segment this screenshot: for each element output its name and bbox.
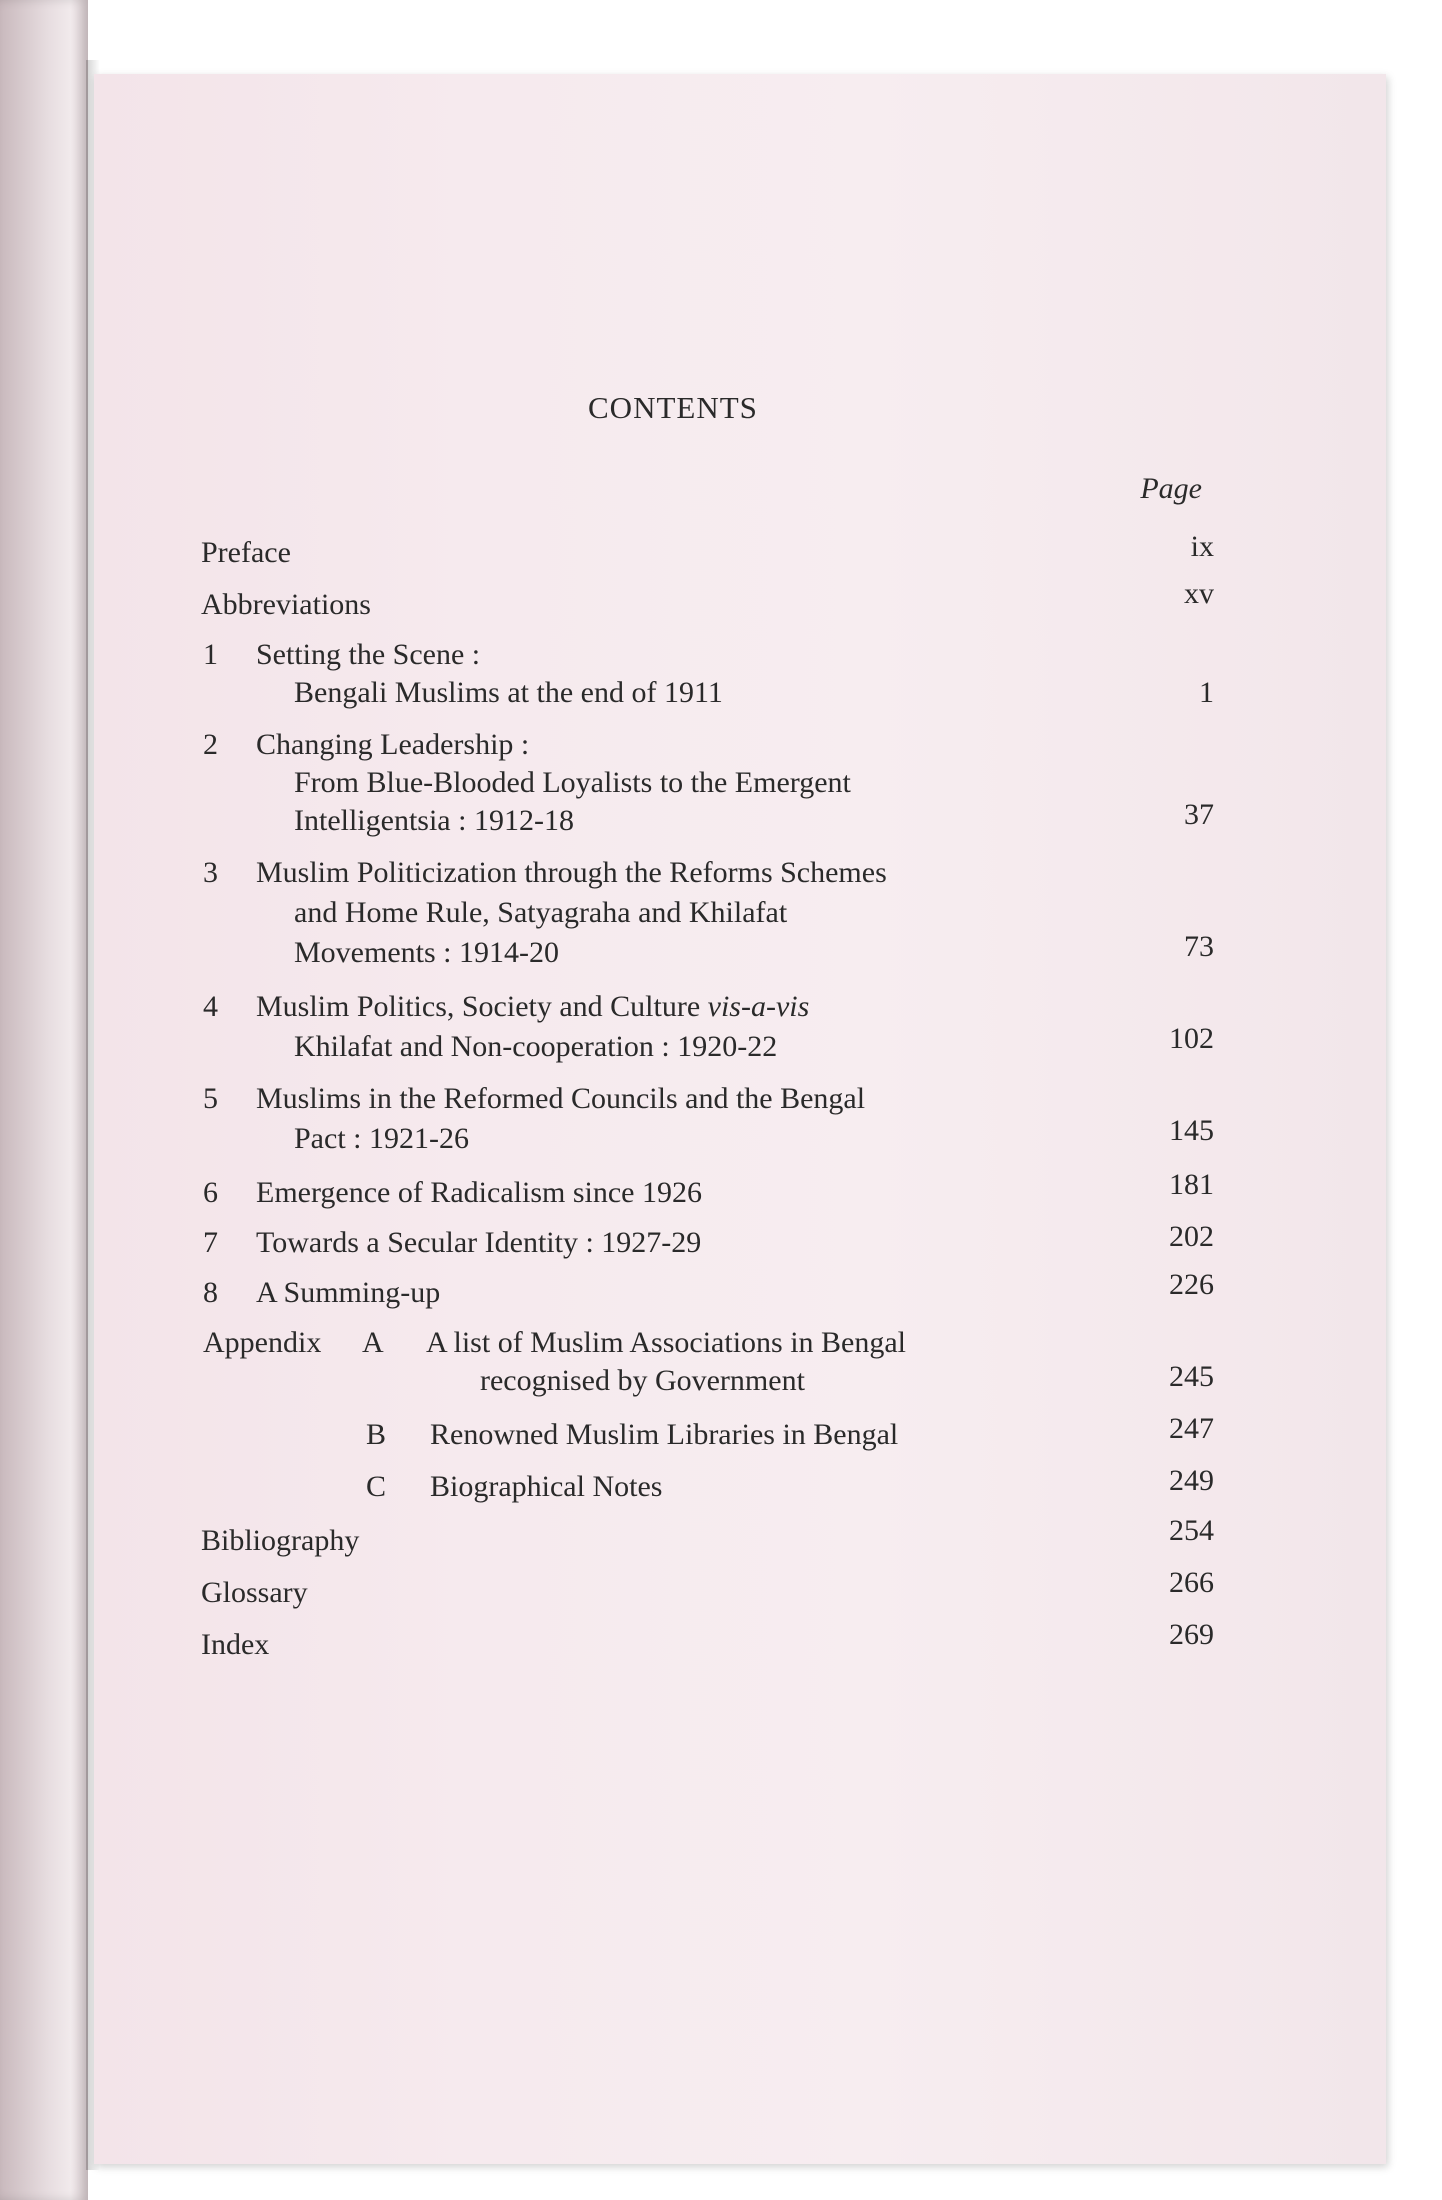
toc-page-abbreviations: xv	[1184, 577, 1214, 610]
chapter-page: 145	[1169, 1114, 1214, 1147]
chapter-title-line: From Blue-Blooded Loyalists to the Emergent	[294, 766, 851, 799]
page-column-label: Page	[1140, 472, 1202, 505]
appendix-title-line: Renowned Muslim Libraries in Bengal	[430, 1418, 899, 1451]
chapter-title-line: and Home Rule, Satyagraha and Khilafat	[294, 896, 788, 929]
chapter-title-line: Setting the Scene :	[256, 638, 481, 671]
toc-page-preface: ix	[1190, 530, 1214, 563]
facing-page-edge	[0, 0, 88, 2200]
appendix-title-line: Biographical Notes	[430, 1470, 663, 1503]
toc-entry-glossary: Glossary	[201, 1576, 308, 1609]
appendix-letter: B	[366, 1418, 387, 1451]
appendix-page: 245	[1169, 1360, 1214, 1393]
chapter-number: 2	[203, 728, 218, 761]
chapter-number: 7	[203, 1226, 218, 1259]
appendix-label: Appendix	[203, 1326, 322, 1359]
toc-page-bibliography: 254	[1169, 1514, 1214, 1547]
chapter-title-line: A Summing-up	[256, 1276, 441, 1309]
chapter-title-line: Towards a Secular Identity : 1927-29	[256, 1226, 702, 1259]
chapter-title-italic: vis-a-vis	[707, 990, 810, 1023]
toc-entry-abbreviations: Abbreviations	[201, 588, 371, 621]
chapter-number: 3	[203, 856, 218, 889]
chapter-title-line: Muslims in the Reformed Councils and the Bengal	[256, 1082, 866, 1115]
chapter-title-line: Intelligentsia : 1912-18	[294, 804, 574, 837]
appendix-title-line: A list of Muslim Associations in Bengal	[426, 1326, 907, 1359]
chapter-title-line: Pact : 1921-26	[294, 1122, 469, 1155]
chapter-page: 181	[1169, 1168, 1214, 1201]
chapter-page: 202	[1169, 1220, 1214, 1253]
chapter-title-line	[256, 992, 809, 1022]
appendix-letter: A	[362, 1326, 384, 1359]
appendix-title-line: recognised by Government	[480, 1364, 805, 1397]
toc-page-glossary: 266	[1169, 1566, 1214, 1599]
chapter-page: 37	[1184, 798, 1214, 831]
chapter-number: 6	[203, 1176, 218, 1209]
chapter-number: 5	[203, 1082, 218, 1115]
chapter-number: 1	[203, 638, 218, 671]
toc-entry-index: Index	[201, 1628, 270, 1661]
chapter-page: 73	[1184, 930, 1214, 963]
chapter-title-line: Khilafat and Non-cooperation : 1920-22	[294, 1030, 778, 1063]
chapter-title-line: Emergence of Radicalism since 1926	[256, 1176, 702, 1209]
chapter-title-line: Bengali Muslims at the end of 1911	[294, 676, 723, 709]
chapter-number: 8	[203, 1276, 218, 1309]
appendix-letter: C	[366, 1470, 387, 1503]
chapter-title-line: Muslim Politicization through the Reforms Schemes	[256, 856, 887, 889]
chapter-title-line: Changing Leadership :	[256, 728, 530, 761]
contents-page	[94, 74, 1386, 2164]
chapter-page: 1	[1199, 676, 1214, 709]
toc-entry-preface: Preface	[201, 536, 291, 569]
contents-title: CONTENTS	[588, 390, 758, 425]
chapter-title-line: Movements : 1914-20	[294, 936, 559, 969]
toc-entry-bibliography: Bibliography	[201, 1524, 360, 1557]
appendix-page: 247	[1169, 1412, 1214, 1445]
appendix-page: 249	[1169, 1464, 1214, 1497]
chapter-number: 4	[203, 990, 218, 1023]
chapter-page: 102	[1169, 1022, 1214, 1055]
chapter-page: 226	[1169, 1268, 1214, 1301]
toc-page-index: 269	[1169, 1618, 1214, 1651]
chapter-title-text: Muslim Politics, Society and Culture	[256, 990, 708, 1023]
